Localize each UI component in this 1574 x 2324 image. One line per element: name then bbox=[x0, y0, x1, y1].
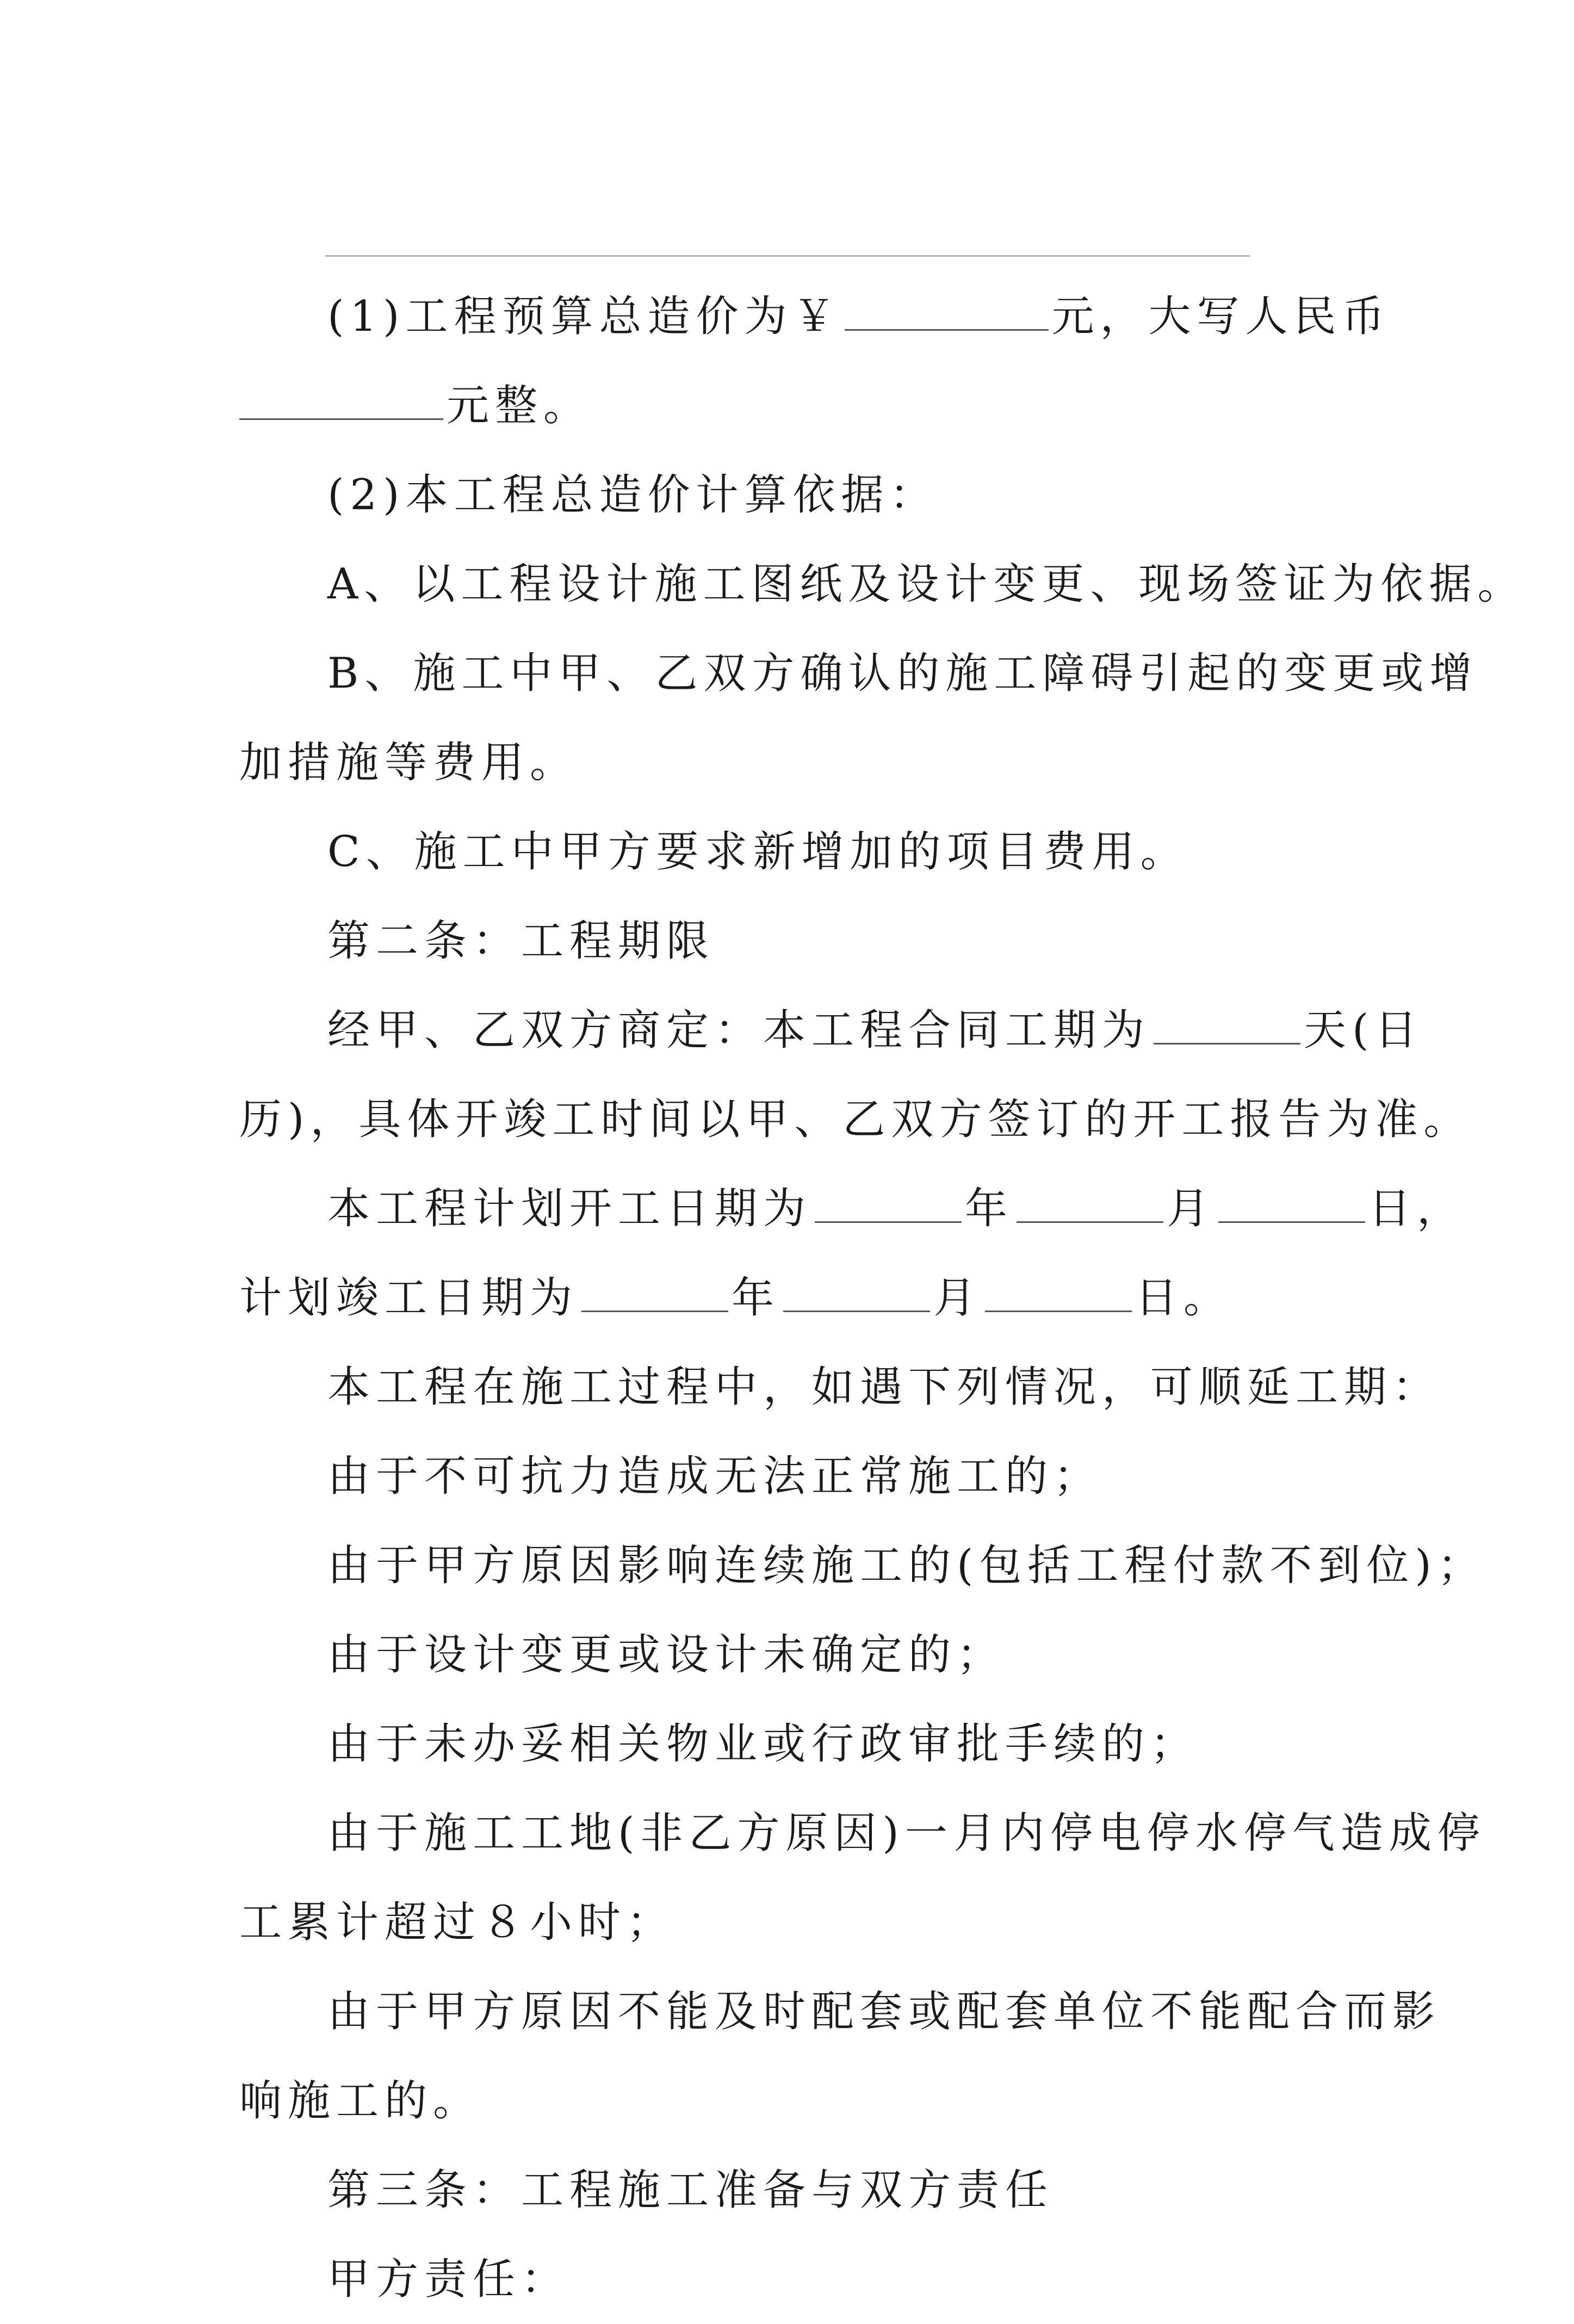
list-item-support-units: 由于甲方原因不能及时配套或配套单位不能配合而影 bbox=[327, 1987, 1441, 2036]
text-segment: 年 bbox=[732, 1274, 780, 1322]
paragraph-basis-a: A、以工程设计施工图纸及设计变更、现场签证为依据。 bbox=[327, 560, 1526, 609]
paragraph-extension-intro: 本工程在施工过程中，如遇下列情况，可顺延工期： bbox=[327, 1363, 1441, 1412]
text-segment: 日。 bbox=[1135, 1274, 1232, 1322]
header-rule bbox=[325, 255, 1250, 257]
article-3-heading: 第三条：工程施工准备与双方责任 bbox=[327, 2166, 1054, 2215]
paragraph-basis-heading: (2)本工程总造价计算依据： bbox=[327, 471, 938, 520]
text-segment: 元，大写人民币 bbox=[1051, 292, 1391, 341]
blank-field-end-day[interactable] bbox=[985, 1277, 1132, 1312]
paragraph-duration bbox=[239, 986, 1423, 1075]
text-segment: 月 bbox=[933, 1274, 982, 1322]
blank-field-amount[interactable] bbox=[845, 295, 1049, 331]
text-segment: 年 bbox=[965, 1184, 1014, 1233]
list-item-force-majeure: 由于不可抗力造成无法正常施工的； bbox=[327, 1452, 1102, 1501]
party-a-responsibility-heading: 甲方责任： bbox=[327, 2255, 570, 2304]
text-segment: 计划竣工日期为 bbox=[239, 1274, 579, 1322]
text-segment: 经甲、乙双方商定：本工程合同工期为 bbox=[327, 1006, 1151, 1055]
paragraph-start-date bbox=[239, 1164, 1466, 1253]
text-segment: 月 bbox=[1167, 1184, 1216, 1233]
list-item-approval: 由于未办妥相关物业或行政审批手续的； bbox=[327, 1720, 1199, 1769]
paragraph-end-date bbox=[239, 1253, 1349, 1343]
blank-field-end-year[interactable] bbox=[581, 1277, 728, 1312]
blank-field-start-day[interactable] bbox=[1218, 1188, 1365, 1223]
paragraph-basis-b: B、施工中甲、乙双方确认的施工障碍引起的变更或增 bbox=[327, 649, 1478, 698]
blank-field-start-month[interactable] bbox=[1017, 1188, 1163, 1223]
blank-field-amount-words[interactable] bbox=[239, 385, 443, 420]
text-segment: 日， bbox=[1368, 1184, 1466, 1233]
text-segment: 天(日 bbox=[1304, 1006, 1423, 1055]
paragraph-total-cost bbox=[239, 272, 1391, 361]
text-segment: 元整。 bbox=[447, 381, 592, 430]
blank-field-start-year[interactable] bbox=[815, 1188, 962, 1223]
list-item-support-units-cont: 响施工的。 bbox=[239, 2076, 482, 2125]
blank-field-end-month[interactable] bbox=[783, 1277, 930, 1312]
text-segment: (1)工程预算总造价为￥ bbox=[327, 292, 841, 341]
article-2-heading: 第二条：工程期限 bbox=[327, 917, 715, 966]
list-item-utility-outage-cont: 工累计超过８小时； bbox=[239, 1898, 676, 1947]
blank-field-days[interactable] bbox=[1154, 1009, 1300, 1044]
list-item-party-a-cause: 由于甲方原因影响连续施工的(包括工程付款不到位)； bbox=[327, 1541, 1486, 1590]
paragraph-total-cost-cont bbox=[239, 361, 1349, 450]
paragraph-basis-c: C、施工中甲方要求新增加的项目费用。 bbox=[327, 827, 1189, 876]
list-item-design-change: 由于设计变更或设计未确定的； bbox=[327, 1630, 1006, 1679]
paragraph-basis-b-cont: 加措施等费用。 bbox=[239, 738, 579, 787]
list-item-utility-outage: 由于施工工地(非乙方原因)一月内停电停水停气造成停 bbox=[327, 1809, 1486, 1858]
paragraph-duration-cont: 历)，具体开竣工时间以甲、乙双方签订的开工报告为准。 bbox=[239, 1095, 1472, 1144]
text-segment: 本工程计划开工日期为 bbox=[327, 1184, 812, 1233]
document-body bbox=[239, 272, 1526, 2324]
